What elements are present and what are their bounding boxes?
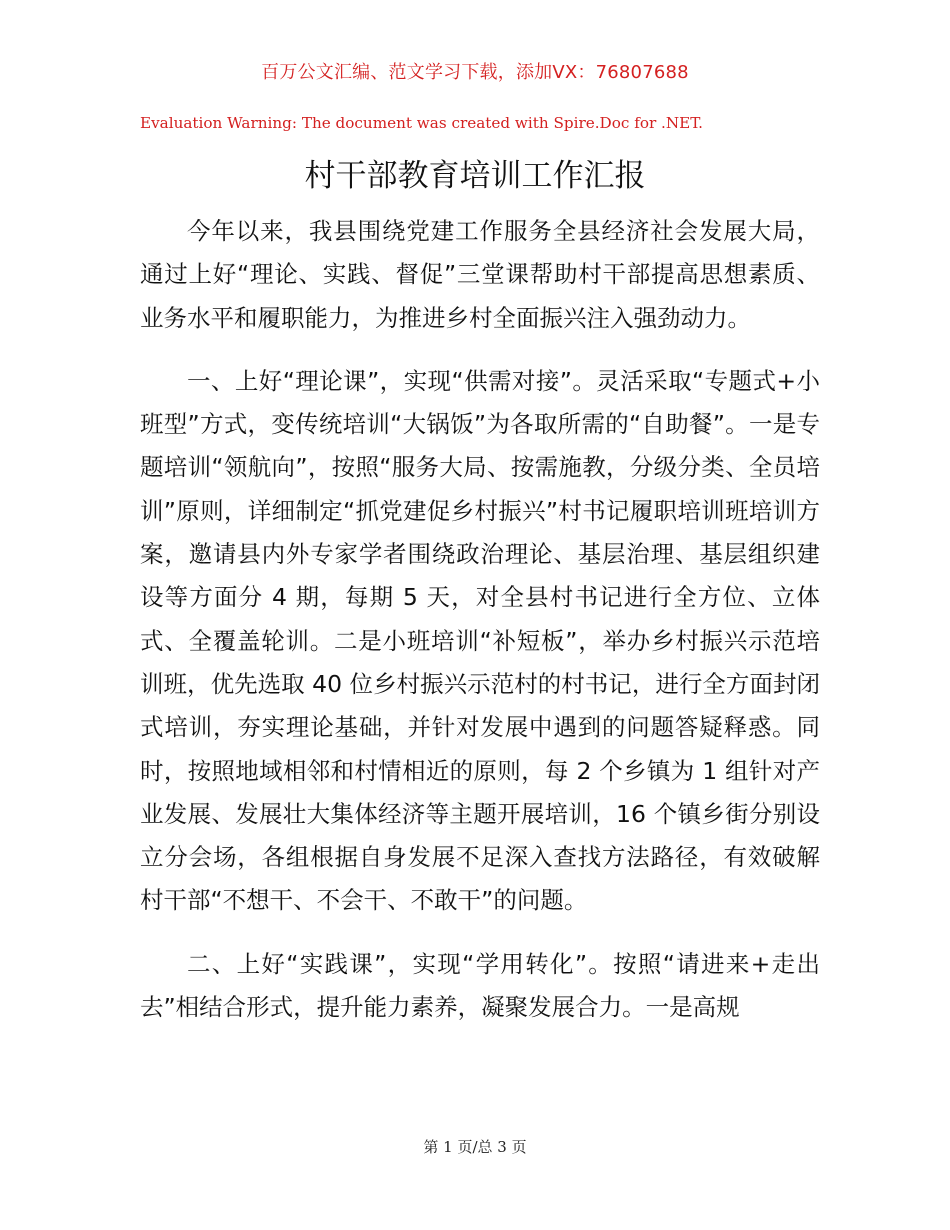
- paragraph-practice-course: 二、上好“实践课”，实现“学用转化”。按照“请进来+走出去”相结合形式，提升能力素养，凝聚发展合力。一是高规: [140, 949, 820, 1022]
- header-banner: 百万公文汇编、范文学习下载，添加VX：76807688: [261, 62, 689, 83]
- paragraph-theory-course: 一、上好“理论课”，实现“供需对接”。灵活采取“专题式+小班型”方式，变传统培训“大锅饭”为各取所需的“自助餐”。一是专题培训“领航向”，按照“服务大局、按需施教，分级分类、全员培训”原则，详细制定“抓党建促乡村振兴”村书记履职培训班培训方案，邀请县内外专家学者围绕政治理论、基层治理、基层组织建设等方面分 4 期，每期 5 天，对全县村书记进行全方位、立体式、全覆盖轮训。二是小班培训“补短板”，举办乡村振兴示范培训班，优先选取 40 位乡村振兴示范村的村书记，进行全方面封闭式培训，夯实理论基础，并针对发展中遇到的问题答疑释惑。同时，按照地域相邻和村情相近的原则，每 2 个乡镇为 1 组针对产业发展、发展壮大集体经济等主题开展培训，16 个镇乡街分别设立分会场，各组根据自身发展不足深入查找方法路径，有效破解村干部“不想干、不会干、不敢干”的问题。: [140, 366, 820, 915]
- page-number: 第 1 页/总 3 页: [423, 1138, 527, 1156]
- document-body: [140, 210, 820, 1029]
- document-title: 村干部教育培训工作汇报: [304, 158, 646, 194]
- evaluation-warning: Evaluation Warning: The document was created with Spire.Doc for .NET.: [140, 114, 703, 132]
- paragraph-intro: 今年以来，我县围绕党建工作服务全县经济社会发展大局，通过上好“理论、实践、督促”三堂课帮助村干部提高思想素质、业务水平和履职能力，为推进乡村全面振兴注入强劲动力。: [140, 217, 820, 332]
